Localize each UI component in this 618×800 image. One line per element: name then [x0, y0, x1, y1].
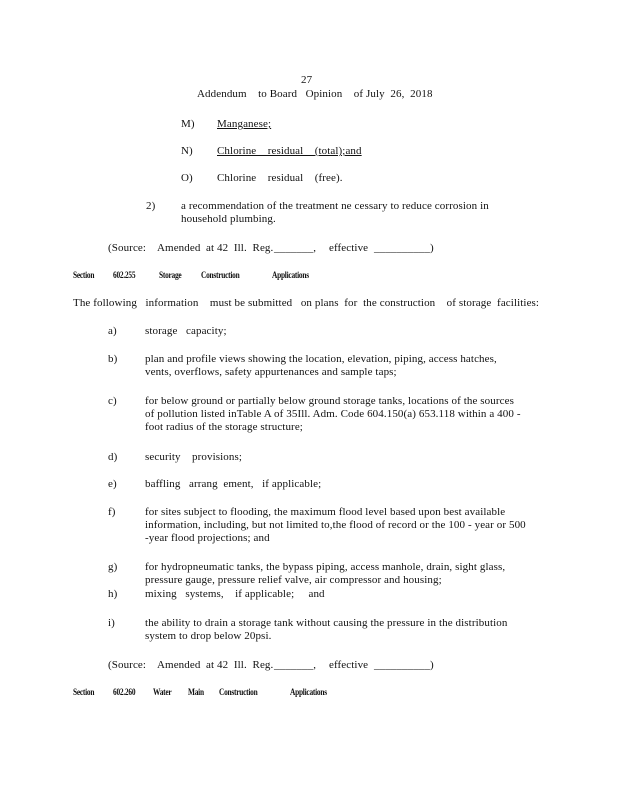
item-text-f: for sites subject to flooding, the maximum flood level based upon best available information, including, but not limited to,the flood of record or the 100 - year or 500 -year flood projections; and — [145, 506, 526, 544]
source1-prefix: (Source: — [108, 242, 147, 254]
item-label-c: c) — [108, 395, 117, 407]
source2-blank1: _______, — [274, 659, 317, 671]
source2-blank2: __________) — [374, 659, 434, 671]
section255-title-construction: Construction — [201, 270, 240, 280]
header-title: Addendum to Board Opinion of July 26, 2018 — [197, 88, 433, 100]
source2-amended: Amended — [157, 659, 201, 671]
list-label-o: O) — [181, 172, 193, 184]
item-text-h: mixing systems, if applicable; and — [145, 588, 325, 600]
source1-blank1: _______, — [274, 242, 317, 254]
item-text-b: plan and profile views showing the location, elevation, piping, access hatches, vents, overflows, safety appurtenances and sample taps; — [145, 353, 497, 378]
section260-title-water: Water — [153, 687, 172, 697]
source2-prefix: (Source: — [108, 659, 147, 671]
source1-effective: effective — [329, 242, 369, 254]
section255-title-applications: Applications — [272, 270, 309, 280]
section260-title-applications: Applications — [290, 687, 327, 697]
source1-at: at 42 Ill. Reg. — [206, 242, 274, 254]
source2-effective: effective — [329, 659, 369, 671]
section260-title-main: Main — [188, 687, 204, 697]
item-label-h: h) — [108, 588, 118, 600]
item-label-a: a) — [108, 325, 117, 337]
source1-blank2: __________) — [374, 242, 434, 254]
list-label-m: M) — [181, 118, 195, 130]
list-label-n: N) — [181, 145, 193, 157]
list-text-m: Manganese; — [217, 118, 272, 130]
item-text-a: storage capacity; — [145, 325, 227, 337]
page-number: 27 — [301, 74, 313, 86]
item-label-b: b) — [108, 353, 118, 365]
section260-title-construction: Construction — [219, 687, 258, 697]
section255-title-storage: Storage — [159, 270, 182, 280]
item-label-e: e) — [108, 478, 117, 490]
item-label-f: f) — [108, 506, 116, 518]
item-text-e: baffling arrang ement, if applicable; — [145, 478, 322, 490]
list-text-o: Chlorine residual (free). — [217, 172, 343, 184]
item-label-d: d) — [108, 451, 118, 463]
section255-word: Section — [73, 270, 95, 280]
item-text-c: for below ground or partially below ground storage tanks, locations of the sources of pollution listed inTable A of 35Ill. Adm. Code 604.150(a) 653.118 within a 400 -foot radius of the storage structure; — [145, 395, 521, 433]
source1-amended: Amended — [157, 242, 201, 254]
item-label-g: g) — [108, 561, 118, 573]
item-text-d: security provisions; — [145, 451, 243, 463]
item2-text: a recommendation of the treatment ne cessary to reduce corrosion in household plumbing. — [181, 200, 489, 225]
section260-number: 602.260 — [113, 687, 136, 697]
source2-at: at 42 Ill. Reg. — [206, 659, 274, 671]
intro-text: The following information must be submitted on plans for the construction of storage facilities: — [73, 297, 540, 309]
item-label-i: i) — [108, 617, 115, 629]
list-text-n: Chlorine residual (total);and — [217, 145, 362, 157]
section255-number: 602.255 — [113, 270, 136, 280]
section260-word: Section — [73, 687, 95, 697]
item-text-i: the ability to drain a storage tank without causing the pressure in the distribution system to drop below 20psi. — [145, 617, 508, 642]
item-text-g: for hydropneumatic tanks, the bypass piping, access manhole, drain, sight glass, pressure gauge, pressure relief valve, air compressor and housing; — [145, 561, 506, 586]
item2-label: 2) — [146, 200, 156, 212]
